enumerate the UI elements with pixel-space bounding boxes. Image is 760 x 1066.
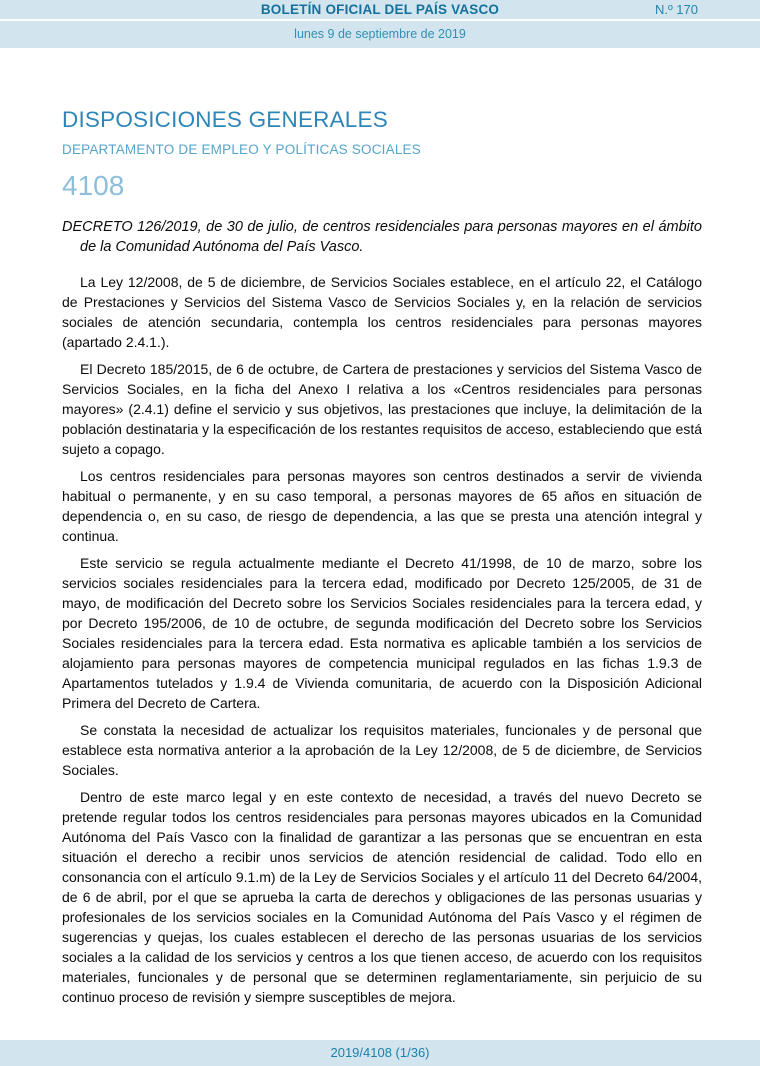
paragraph-5: Se constata la necesidad de actualizar los requisitos materiales, funcionales y de personal que establece esta normativa anterior a la aprobación de la Ley 12/2008, de 5 de diciembre, de Servicios Sociales.	[62, 722, 702, 778]
department-name: DEPARTAMENTO DE EMPLEO Y POLÍTICAS SOCIALES	[62, 142, 421, 157]
document-body	[0, 107, 760, 1007]
publication-date: lunes 9 de septiembre de 2019	[0, 21, 760, 48]
issue-number: N.º 170	[654, 2, 698, 17]
paragraph-3: Los centros residenciales para personas mayores son centros destinados a servir de vivienda habitual o permanente, y en su caso temporal, a personas mayores de 65 años en situación de dependencia o, en su caso, de riesgo de dependencia, a las que se presta una atención integral y continua.	[62, 468, 702, 544]
page-footer-reference: 2019/4108 (1/36)	[0, 1040, 760, 1066]
paragraph-1: La Ley 12/2008, de 5 de diciembre, de Servicios Sociales establece, en el artículo 22, el Catálogo de Prestaciones y Servicios del Sistema Vasco de Servicios Sociales y, en la relación de servicios sociales de atención secundaria, contempla los centros residenciales para personas mayores (apartado 2.4.1.).	[62, 274, 702, 350]
paragraph-4: Este servicio se regula actualmente mediante el Decreto 41/1998, de 10 de marzo, sobre los servicios sociales residenciales para la tercera edad, modificado por Decreto 125/2005, de 31 de mayo, de modificación del Decreto sobre los Servicios Sociales residenciales para la tercera edad, y por Decreto 195/2006, de 10 de octubre, de segunda modificación del Decreto sobre los Servicios Sociales residenciales para la tercera edad. Esta normativa es aplicable también a los servicios de alojamiento para personas mayores de competencia municipal regulados en las fichas 1.9.3 de Apartamentos tutelados y 1.9.4 de Vivienda comunitaria, de acuerdo con la Disposición Adicional Primera del Decreto de Cartera.	[62, 555, 702, 711]
paragraph-6: Dentro de este marco legal y en este contexto de necesidad, a través del nuevo Decreto se pretende regular todos los centros residenciales para personas mayores ubicados en la Comunidad Autónoma del País Vasco con la finalidad de garantizar a las personas que se encuentran en esta situación el derecho a recibir unos servicios de atención residencial de calidad. Todo ello en consonancia con el artículo 9.1.m) de la Ley de Servicios Sociales y el artículo 11 del Decreto 64/2004, de 6 de abril, por el que se aprueba la carta de derechos y obligaciones de las personas usuarias y profesionales de los servicios sociales en la Comunidad Autónoma del País Vasco y el régimen de sugerencias y quejas, los cuales establecen el derecho de las personas usuarias de los servicios sociales a la calidad de los servicios y centros a los que tienen acceso, de acuerdo con los requisitos materiales, funcionales y de personal que se determinen reglamentariamente, sin perjuicio de su continuo proceso de revisión y siempre susceptibles de mejora.	[62, 789, 702, 1005]
page-header	[0, 0, 760, 48]
section-title: DISPOSICIONES GENERALES	[62, 107, 388, 132]
disposition-number: 4108	[62, 170, 125, 201]
bulletin-title: BOLETÍN OFICIAL DEL PAÍS VASCO	[260, 2, 500, 17]
paragraph-2: El Decreto 185/2015, de 6 de octubre, de Cartera de prestaciones y servicios del Sistema Vasco de Servicios Sociales, en la ficha del Anexo I relativa a los «Centros residenciales para personas mayores» (2.4.1) define el servicio y sus objetivos, las prestaciones que incluye, la delimitación de la población destinataria y la especificación de los restantes requisitos de acceso, estableciendo que está sujeto a copago.	[62, 361, 702, 457]
decree-title: DECRETO 126/2019, de 30 de julio, de centros residenciales para personas mayores en el ámbito de la Comunidad Autónoma del País Vasco.	[62, 219, 702, 255]
header-top-band	[0, 0, 760, 19]
